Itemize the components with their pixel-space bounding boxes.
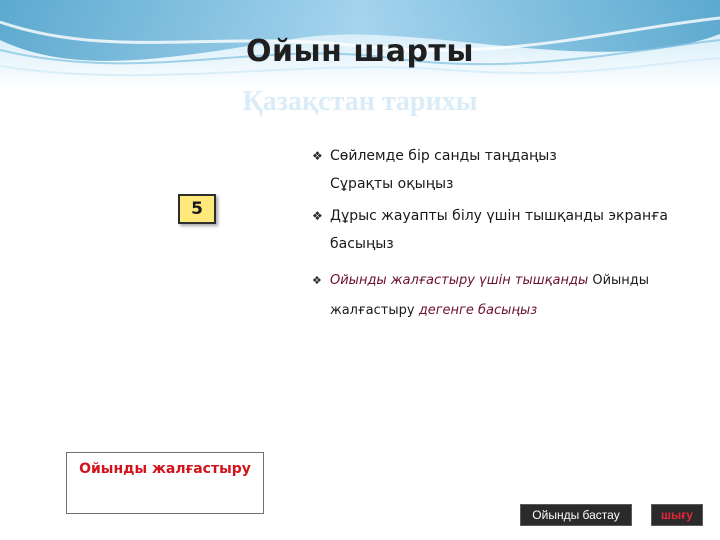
continue-game-button[interactable] bbox=[66, 452, 264, 514]
question-number-button[interactable]: 5 bbox=[178, 194, 216, 224]
diamond-bullet-icon: ❖ bbox=[312, 149, 323, 163]
rule-item bbox=[312, 202, 702, 258]
rule-item bbox=[312, 266, 702, 326]
rule-item bbox=[312, 142, 702, 198]
rule-emphasis-text: Ойынды жалғастыру үшін тышқанды bbox=[330, 273, 589, 288]
start-game-button[interactable]: Ойынды бастау bbox=[520, 504, 632, 526]
diamond-bullet-icon: ❖ bbox=[312, 209, 323, 223]
continue-game-label: Ойынды жалғастыру bbox=[79, 461, 251, 477]
rules-list bbox=[312, 142, 702, 326]
diamond-bullet-icon: ❖ bbox=[312, 274, 322, 287]
rule-text: Дұрыс жауапты білу үшін тышқанды экранға басыңыз bbox=[330, 208, 668, 252]
page-subtitle: Қазақстан тарихы bbox=[242, 86, 478, 117]
rule-text: Сұрақты оқыңыз bbox=[330, 176, 454, 192]
exit-button[interactable]: шығу bbox=[651, 504, 703, 526]
rule-text: Сөйлемде бір санды таңдаңыз bbox=[330, 148, 557, 164]
rule-emphasis-text: дегенге басыңыз bbox=[418, 303, 538, 318]
page-title: Ойын шарты bbox=[246, 34, 474, 69]
rule-text: Ойынды жалғастыру bbox=[330, 273, 650, 318]
